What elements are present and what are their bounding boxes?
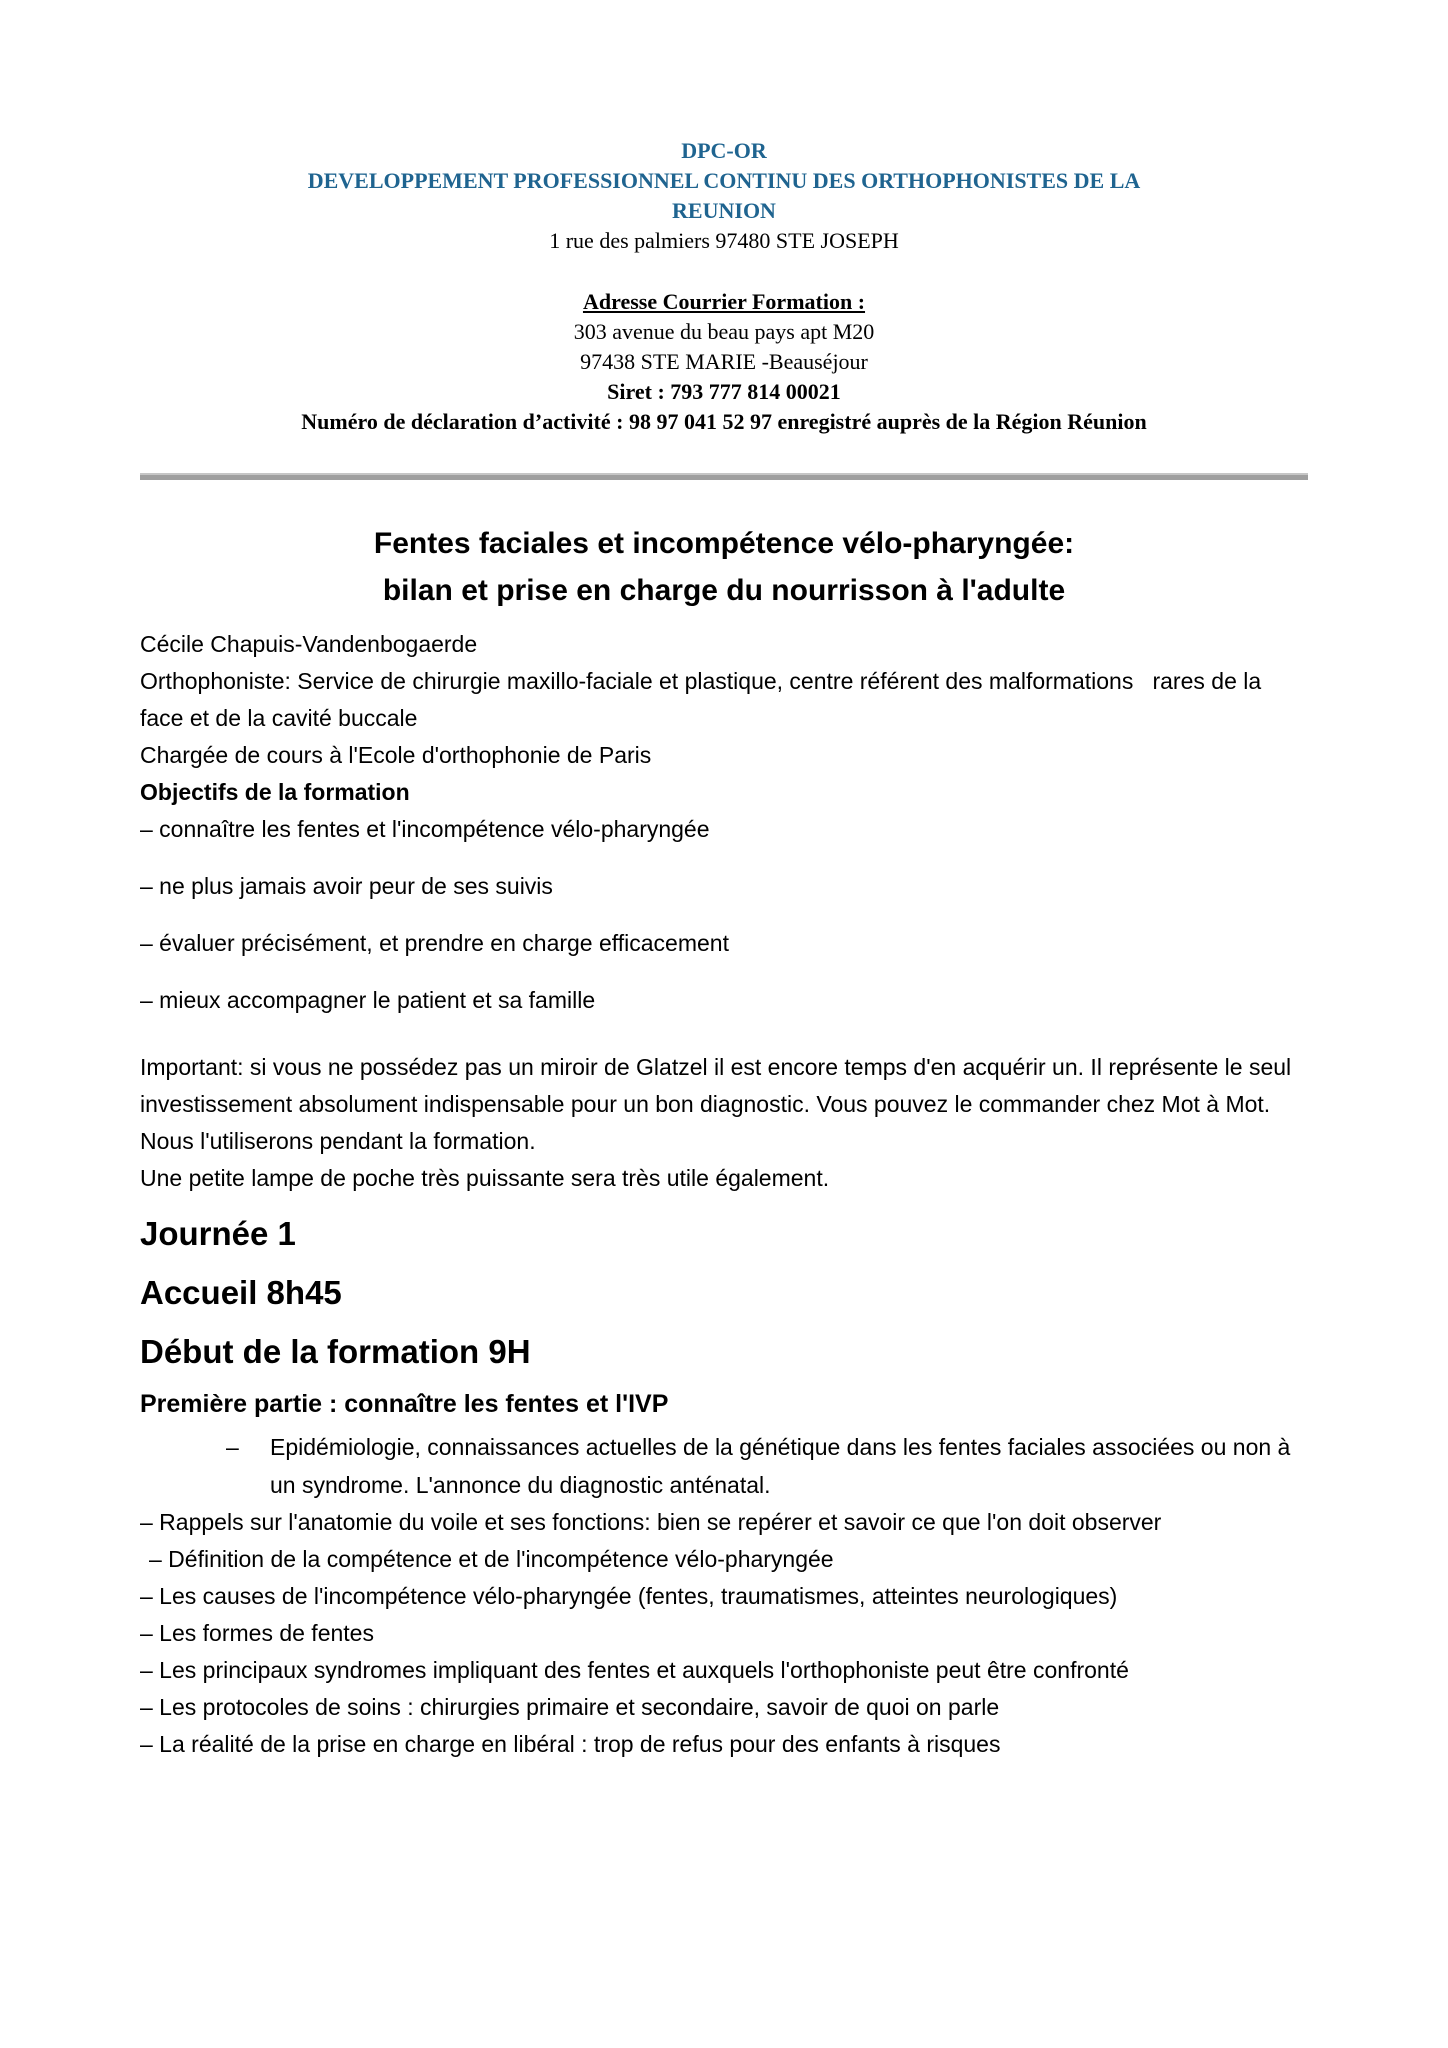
author-role: Orthophoniste: Service de chirurgie maxillo-faciale et plastique, centre référent des malformations rares de la face et de la cavité buccale <box>140 668 1268 731</box>
org-name-line-1: DEVELOPPEMENT PROFESSIONNEL CONTINU DES ORTHOPHONISTES DE LA <box>307 168 1141 193</box>
siret-line: Siret : 793 777 814 00021 <box>607 379 841 404</box>
agenda-item: – La réalité de la prise en charge en libéral : trop de refus pour des enfants à risques <box>140 1731 1001 1757</box>
objectives-list <box>140 811 1308 1019</box>
author-name: Cécile Chapuis-Vandenbogaerde <box>140 631 478 657</box>
dash-marker: – <box>226 1434 239 1460</box>
objective-item: – ne plus jamais avoir peur de ses suivis <box>140 873 553 899</box>
mail-address-line-1: 303 avenue du beau pays apt M20 <box>573 319 875 344</box>
objectives-heading: Objectifs de la formation <box>140 779 410 805</box>
important-block <box>140 1049 1308 1197</box>
letterhead <box>140 136 1308 437</box>
objective-item: – connaître les fentes et l'incompétence vélo-pharyngée <box>140 816 710 842</box>
horizontal-rule <box>140 473 1308 480</box>
document-body <box>140 626 1308 1763</box>
org-address: 1 rue des palmiers 97480 STE JOSEPH <box>549 228 899 253</box>
agenda-item: – Les formes de fentes <box>140 1620 374 1646</box>
objective-item: – évaluer précisément, et prendre en charge efficacement <box>140 930 729 956</box>
declaration-line: Numéro de déclaration d’activité : 98 97 041 52 97 enregistré auprès de la Région Réunion <box>301 409 1147 434</box>
part1-heading: Première partie : connaître les fentes et l'IVP <box>140 1390 669 1418</box>
org-name-line-2: REUNION <box>672 198 776 223</box>
course-title <box>140 520 1308 614</box>
agenda-item: – Les principaux syndromes impliquant des fentes et auxquels l'orthophoniste peut être confronté <box>140 1657 1129 1683</box>
important-note: Important: si vous ne possédez pas un miroir de Glatzel il est encore temps d'en acquérir un. Il représente le seul investissement absolument indispensable pour un bon diagnostic. Vous pouvez le commander chez Mot à Mot. Nous l'utiliserons pendant la formation. <box>140 1054 1292 1154</box>
day1-heading: Journée 1 <box>140 1215 296 1252</box>
org-acronym: DPC-OR <box>681 138 767 163</box>
agenda-item: – Rappels sur l'anatomie du voile et ses fonctions: bien se repérer et savoir ce que l'on doit observer <box>140 1509 1162 1535</box>
agenda-item-text: Epidémiologie, connaissances actuelles de la génétique dans les fentes faciales associées ou non à un syndrome. L'annonce du diagnostic anténatal. <box>270 1434 1291 1498</box>
agenda-item: – Les protocoles de soins : chirurgies primaire et secondaire, savoir de quoi on parle <box>140 1694 1000 1720</box>
course-title-line-2: bilan et prise en charge du nourrisson à l'adulte <box>382 574 1066 607</box>
agenda-item-indented <box>140 1428 1308 1504</box>
mail-address-heading: Adresse Courrier Formation : <box>582 289 866 314</box>
objective-item: – mieux accompagner le patient et sa famille <box>140 987 596 1013</box>
mail-address-line-2: 97438 STE MARIE -Beauséjour <box>580 349 868 374</box>
equipment-note: Une petite lampe de poche très puissante sera très utile également. <box>140 1165 830 1191</box>
welcome-heading: Accueil 8h45 <box>140 1274 342 1311</box>
agenda-item: – Les causes de l'incompétence vélo-pharyngée (fentes, traumatismes, atteintes neurologiques) <box>140 1583 1118 1609</box>
author-teaching: Chargée de cours à l'Ecole d'orthophonie de Paris <box>140 742 652 768</box>
course-title-line-1: Fentes faciales et incompétence vélo-pharyngée: <box>373 527 1075 560</box>
agenda-item: – Définition de la compétence et de l'incompétence vélo-pharyngée <box>149 1546 834 1572</box>
start-heading: Début de la formation 9H <box>140 1333 531 1370</box>
